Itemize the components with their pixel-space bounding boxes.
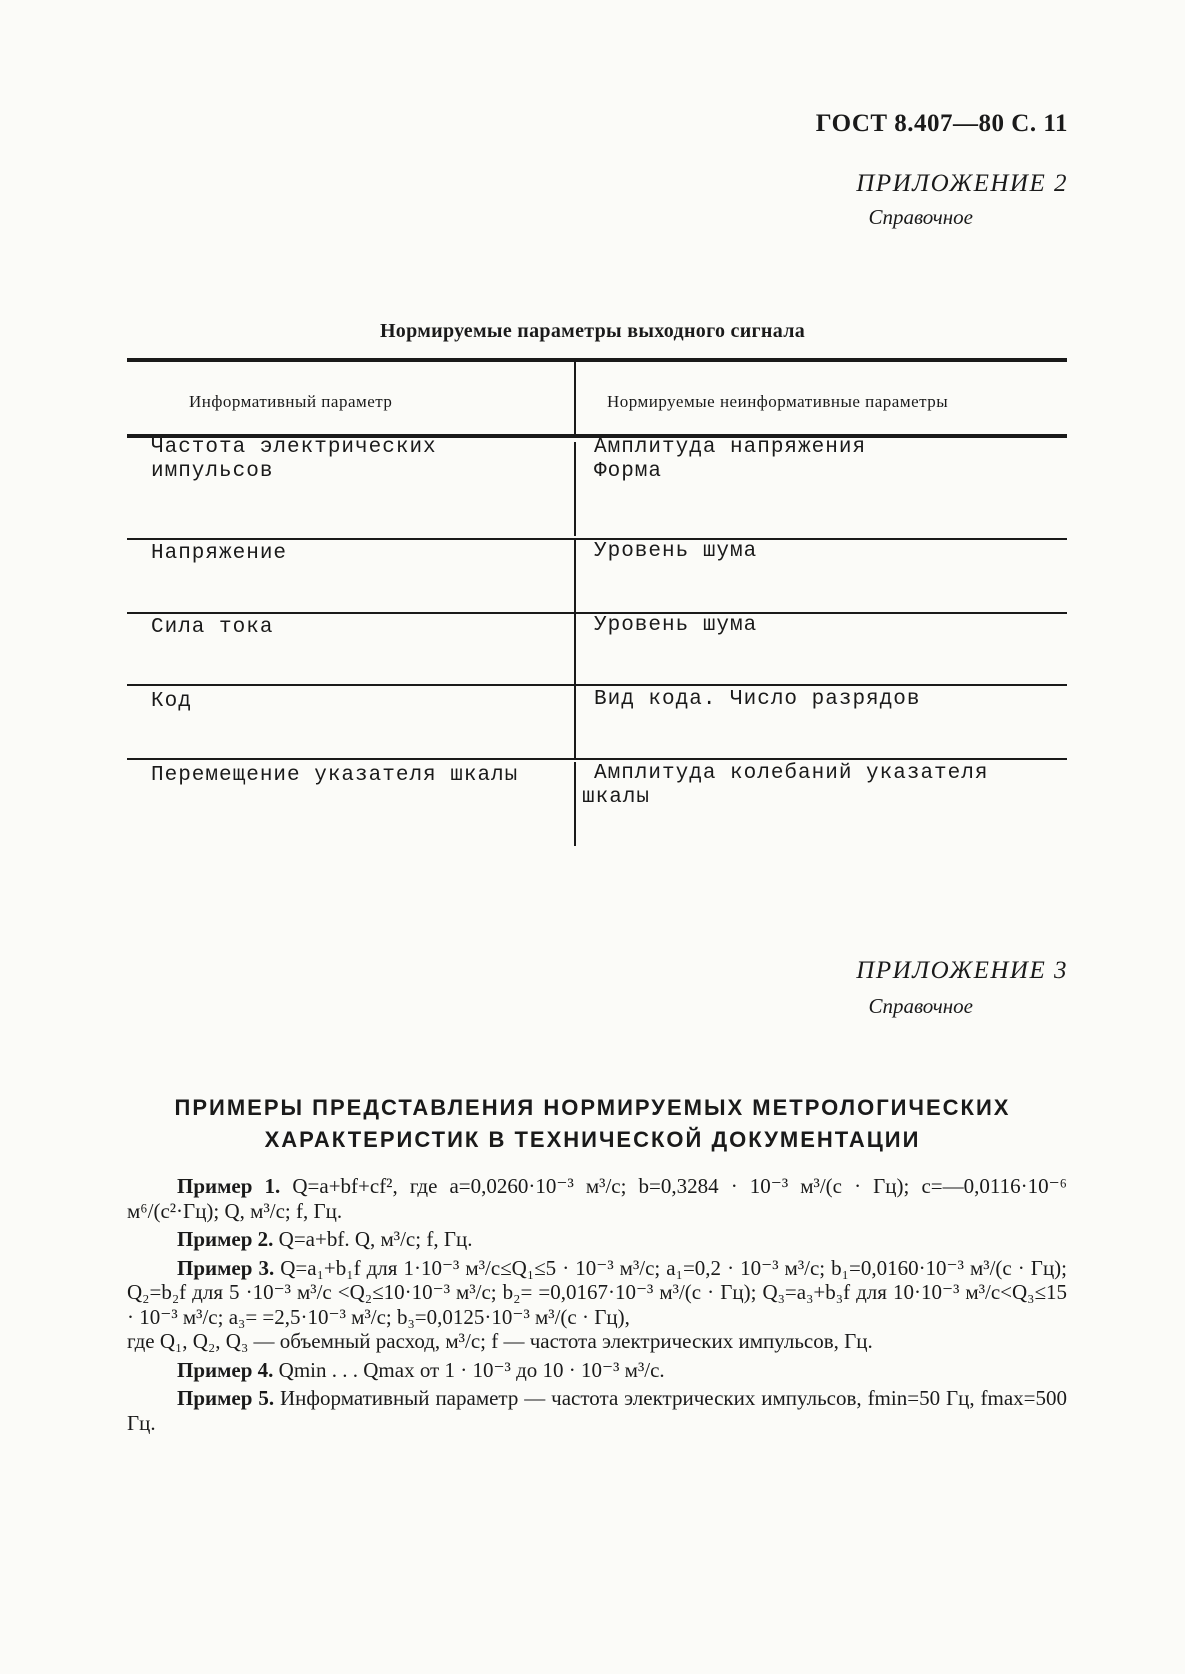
example-text: Q=a+bf+cf², где a=0,0260·10⁻³ м³/с; b=0,3284 · 10⁻³ м³/(с · Гц); c=—0,0116·10⁻⁶ м⁶/(с²·Гц); Q, м³/с; f, Гц. xyxy=(127,1174,1067,1223)
table-row-1-right-line1: Амплитуда напряжения xyxy=(594,436,867,459)
table-row-3-right: Уровень шума xyxy=(594,614,758,637)
table-row-rule xyxy=(127,758,1067,760)
table-row-5-right-line2: шкалы xyxy=(582,786,651,809)
example-label: Пример 4. xyxy=(177,1357,274,1382)
example-5 xyxy=(127,1386,1067,1435)
appendix-2-title: ПРИЛОЖЕНИЕ 2 xyxy=(856,170,1068,197)
table-header-informative: Информативный параметр xyxy=(189,392,393,411)
table-row-4-left: Код xyxy=(151,690,192,713)
table-divider xyxy=(574,614,576,684)
example-text: Q=a₁+b₁f для 1·10⁻³ м³/с≤Q₁≤5 · 10⁻³ м³/с; a₁=0,2 · 10⁻³ м³/с; b₁=0,0160·10⁻³ м³/(с · Гц); Q₂=b₂f для 5 ·10⁻³ м³/с <Q₂≤10·10⁻³ м³/с; b₂= =0,0167·10⁻³ м³/(с · Гц); Q₃=a₃+b₃f для 10·10⁻³ м³/с<Q₃≤15 · 10⁻³ м³/с; a₃= =2,5·10⁻³ м³/с; b₃=0,0125·10⁻³ м³/(с · Гц), xyxy=(127,1255,1068,1329)
parameters-table xyxy=(127,358,1067,863)
table-row-1-right-line2: Форма xyxy=(594,460,663,483)
table-header-normalized: Нормируемые неинформативные параметры xyxy=(607,392,949,411)
table-row-2-right: Уровень шума xyxy=(594,540,758,563)
example-text: Qmin . . . Qmax от 1 · 10⁻³ до 10 · 10⁻³ м³/с. xyxy=(278,1357,665,1382)
table-row-1-left: Частота электрических импульсов xyxy=(151,436,437,483)
table-row-rule xyxy=(127,684,1067,686)
table-divider xyxy=(574,762,576,846)
example-label: Пример 5. xyxy=(177,1386,275,1410)
table-row-4-right: Вид кода. Число разрядов xyxy=(594,688,921,711)
appendix-3-subtitle: Справочное xyxy=(868,994,973,1018)
appendix-3-title: ПРИЛОЖЕНИЕ 3 xyxy=(856,957,1068,984)
examples-heading-line1: ПРИМЕРЫ ПРЕДСТАВЛЕНИЯ НОРМИРУЕМЫХ МЕТРОЛОГИЧЕСКИХ xyxy=(174,1095,1011,1120)
table-divider xyxy=(574,442,576,536)
document-code: ГОСТ 8.407—80 С. 11 xyxy=(815,110,1068,137)
example-1 xyxy=(127,1174,1067,1223)
table-row-3-left: Сила тока xyxy=(151,616,274,639)
example-2 xyxy=(127,1227,1067,1252)
table-row-2-left: Напряжение xyxy=(151,542,288,565)
example-label: Пример 1. xyxy=(177,1174,281,1198)
example-text: где Q₁, Q₂, Q₃ — объемный расход, м³/с; f — частота электрических импульсов, Гц. xyxy=(127,1329,873,1353)
table-row-5-left: Перемещение указателя шкалы xyxy=(151,764,519,787)
example-text: Q=a+bf. Q, м³/с; f, Гц. xyxy=(278,1227,473,1251)
examples-heading-line2: ХАРАКТЕРИСТИК В ТЕХНИЧЕСКОЙ ДОКУМЕНТАЦИИ xyxy=(264,1127,921,1152)
example-label: Пример 2. xyxy=(177,1227,274,1251)
examples-block xyxy=(127,1174,1067,1435)
table-divider xyxy=(574,686,576,758)
table-row-5-right-line1: Амплитуда колебаний указателя xyxy=(594,762,989,785)
appendix-2-subtitle: Справочное xyxy=(868,205,973,229)
table-divider xyxy=(574,540,576,612)
table-title: Нормируемые параметры выходного сигнала xyxy=(379,320,806,342)
example-4 xyxy=(127,1358,1067,1383)
example-label: Пример 3. xyxy=(177,1255,275,1280)
example-3-note xyxy=(127,1329,1067,1354)
example-text: Информативный параметр — частота электрических импульсов, fmin=50 Гц, fmax=500 Гц. xyxy=(127,1386,1068,1435)
table-top-rule xyxy=(127,358,1067,362)
example-3 xyxy=(127,1256,1067,1330)
table-divider xyxy=(574,362,576,434)
